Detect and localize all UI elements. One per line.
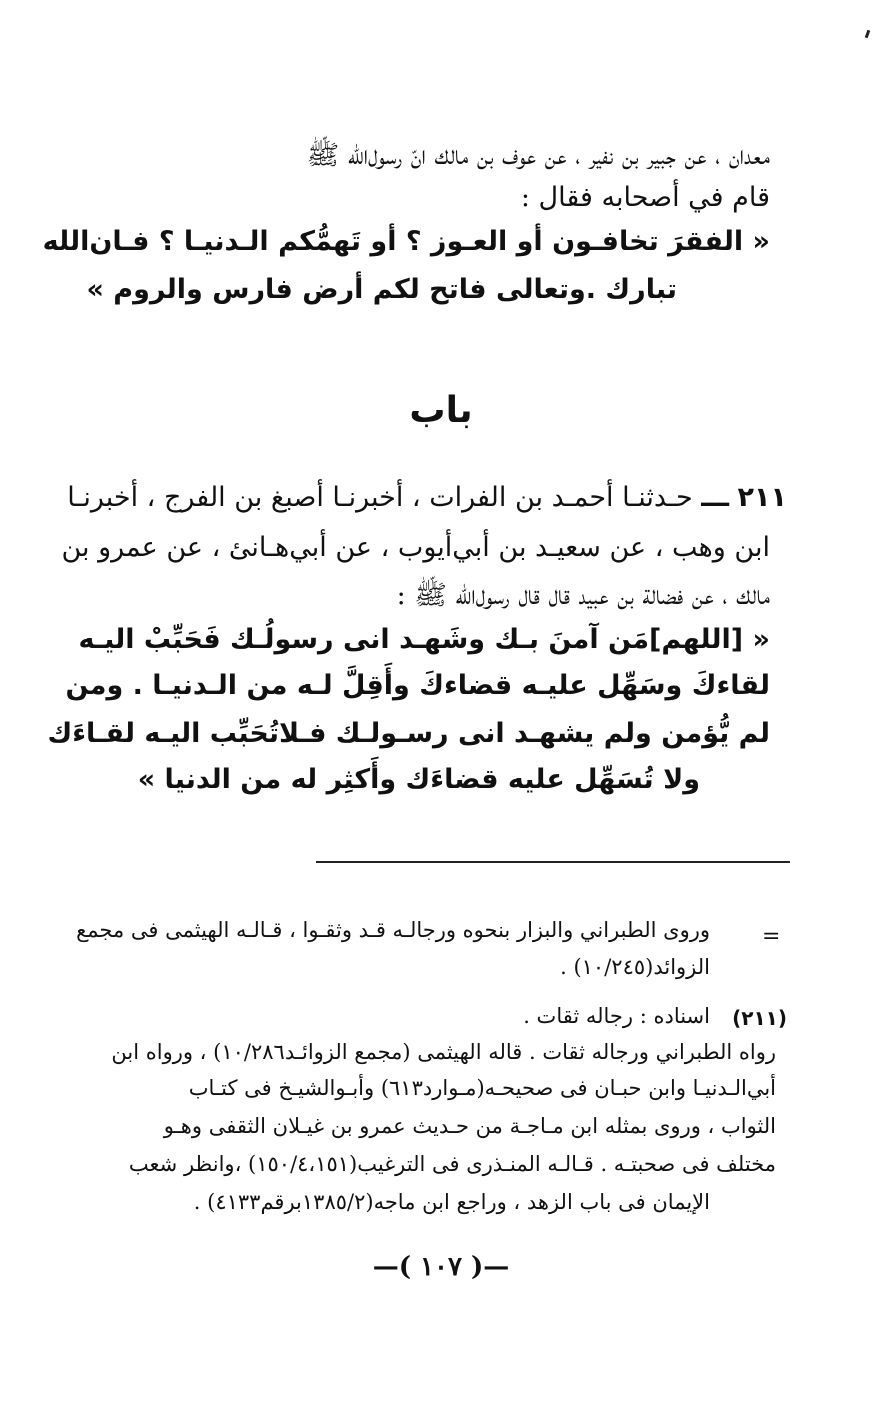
hadith-211-matn-line-4: ولا تُسَهِّل عليه قضاءَك وأَكثِر له من الدنيا »: [137, 764, 700, 795]
section-title: باب: [409, 390, 473, 431]
intro-line-2: قام في أصحابه فقال :: [520, 182, 770, 213]
footnote-211-label: (٢١١): [732, 1006, 787, 1030]
footnote-211-line-2: رواه الطبراني ورجاله ثقات . قاله الهيثمى (مجمع الزوائـد١٠/٢٨٦) ، ورواه ابن: [111, 1040, 776, 1064]
footnote-cont-line-1: وروى الطبراني والبزار بنحوه ورجالـه قـد وثقـوا ، قـالـه الهيثمى فى مجمع: [76, 918, 710, 942]
hadith-dash: ـــ: [701, 482, 729, 513]
footnote-separator: [316, 861, 790, 863]
footnote-211-line-6: الإيمان فى باب الزهد ، وراجع ابن ماجه(١٣٨٥/٢برقم٤١٣٣) .: [193, 1190, 710, 1214]
hadith-211-matn-line-3: لم يُّؤمن ولم يشهـد انى رسـولـك فـلاتُحَبِّب اليـه لقـاءَك: [47, 718, 770, 749]
prev-hadith-line-2: تبارك .وتعالى فاتح لكم أرض فارس والروم »: [86, 274, 677, 305]
page-number: —( ١٠٧ )—: [372, 1252, 510, 1282]
hadith-number: ٢١١: [737, 482, 787, 513]
hadith-211-line-2: ابن وهب ، عن سعيـد بن أبي‌أيوب ، عن أبي‌هـانئ ، عن عمرو بن: [61, 532, 770, 563]
footnote-211-line-1: اسناده : رجاله ثقات .: [523, 1004, 710, 1028]
isnad-line: حـدثنـا أحمـد بن الفرات ، أخبرنـا أصبغ بن الفرج ، أخبرنـا: [67, 482, 693, 513]
footnote-211-line-3: أبي‌الـدنيـا وابن حبـان فى صحيحـه(مـوارد٦١٣) وأبـوالشيـخ فى كتـاب: [188, 1076, 776, 1100]
hadith-211-line-3: مالك ، عن فضالة بن عبيد قال قال رسول‌الله ﷺ :: [396, 580, 770, 611]
hadith-211-line-1: [67, 482, 787, 513]
prev-hadith-line-1: « الفقرَ تخافـون أو العـوز ؟ أو تَهمُّكم الـدنيـا ؟ فـان‌الله: [42, 226, 770, 257]
footnote-211-line-4: الثواب ، وروى بمثله ابن مـاجـة من حـديث عمرو بن غيـلان الثقفى وهـو: [163, 1114, 776, 1138]
footnote-211-line-5: مختلف فى صحبتـه . قـالـه المنـذرى فى الترغيب(١٥٠/٤،١٥١) ،وانظر شعب: [128, 1152, 776, 1176]
intro-line-1: معدان ، عن جبير بن نفير ، عن عوف بن مالك انّ رسول‌الله ﷺ: [306, 140, 770, 171]
hadith-211-matn-line-2: لقاءكَ وسَهِّل عليـه قضاءكَ وأَقِلَّ لـه من الـدنيـا . ومن: [65, 670, 770, 701]
stray-mark: [865, 30, 871, 39]
hadith-211-matn-line-1: « [اللهم]مَن آمنَ بـك وشَهـد انى رسولُـك فَحَبِّبْ اليـه: [78, 624, 770, 655]
continuation-marker: =: [762, 924, 781, 949]
footnote-cont-line-2: الزوائد(١٠/٢٤٥) .: [560, 955, 710, 979]
